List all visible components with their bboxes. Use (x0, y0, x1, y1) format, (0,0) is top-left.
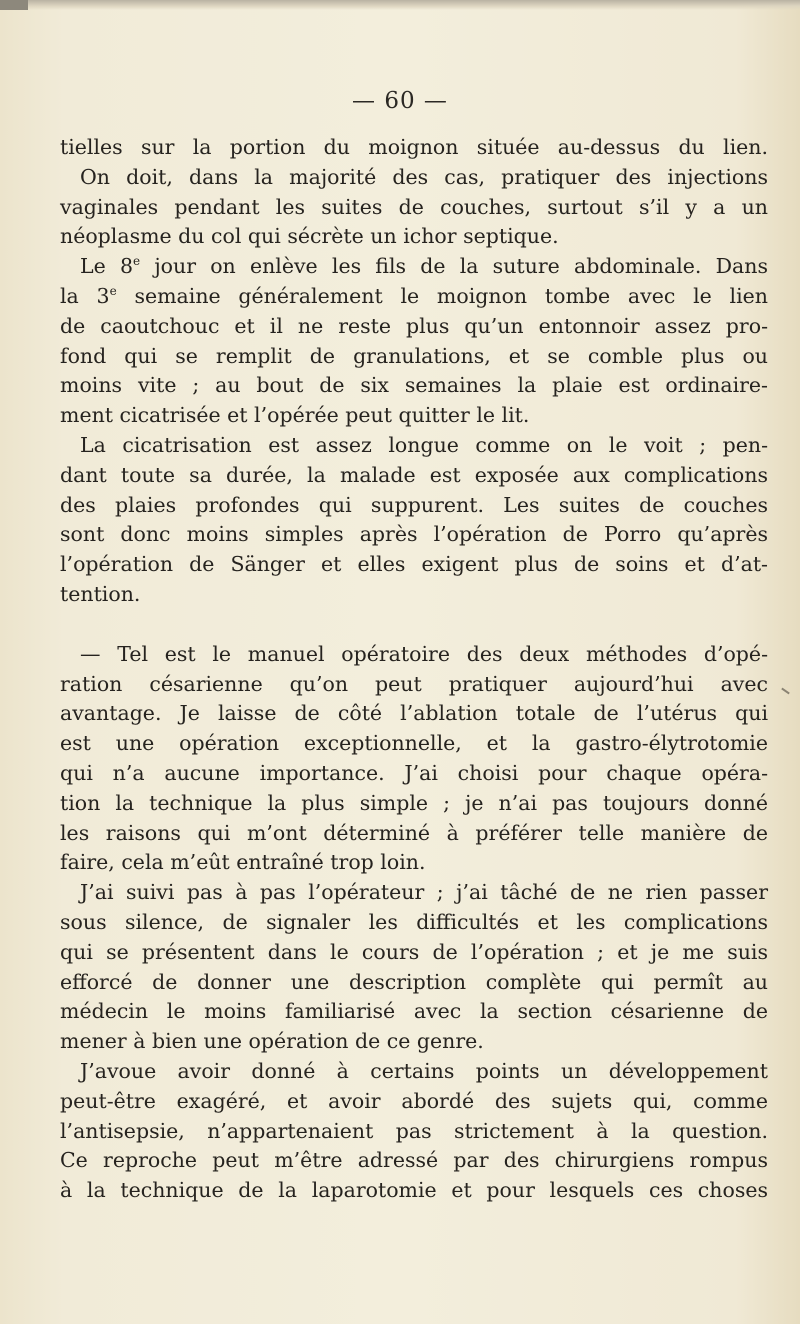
text-line: ration césarienne qu’on peut pratiquer aujourd’hui avec (60, 671, 768, 696)
text-line: peut-être exagéré, et avoir abordé des sujets qui, comme (60, 1088, 768, 1113)
paper-speck (781, 688, 790, 695)
text-fragment: Le 8 (80, 254, 133, 279)
text-line: J’ai suivi pas à pas l’opérateur ; j’ai tâché de ne rien passer (80, 880, 768, 905)
text-line: qui se présentent dans le cours de l’opération ; et je me suis (60, 939, 768, 964)
text-line: vaginales pendant les suites de couches, surtout s’il y a un (60, 194, 768, 219)
text-line: fond qui se remplit de granulations, et se comble plus ou (60, 343, 768, 368)
text-line: l’opération de Sänger et elles exigent plus de soins et d’at- (60, 552, 768, 577)
text-line: Ce reproche peut m’être adressé par des chirurgiens rompus (60, 1148, 768, 1173)
text-line: de caoutchouc et il ne reste plus qu’un entonnoir assez pro- (60, 313, 768, 338)
text-fragment: la 3 (60, 283, 110, 308)
text-line: les raisons qui m’ont déterminé à préférer telle manière de (60, 820, 768, 845)
text-line: ment cicatrisée et l’opérée peut quitter le lit. (60, 403, 530, 428)
superscript: e (133, 254, 141, 269)
text-line: tention. (60, 581, 141, 606)
superscript: e (109, 284, 117, 299)
text-line: sont donc moins simples après l’opération de Porro qu’après (60, 522, 768, 547)
text-line: néoplasme du col qui sécrète un ichor septique. (60, 224, 559, 249)
text-fragment: semaine généralement le moignon tombe avec le lien (134, 283, 768, 308)
text-line (60, 252, 768, 282)
text-line: est une opération exceptionnelle, et la gastro-élytrotomie (60, 731, 768, 756)
text-line: sous silence, de signaler les difficultés et les complications (60, 909, 768, 934)
text-line: efforcé de donner une description complète qui permît au (60, 969, 768, 994)
text-line: tielles sur la portion du moignon située au-dessus du lien. (60, 135, 768, 159)
text-line: La cicatrisation est assez longue comme on le voit ; pen- (80, 432, 768, 457)
text-line (60, 282, 768, 312)
text-line: qui n’a aucune importance. J’ai choisi pour chaque opéra- (60, 760, 768, 785)
page-number: — 60 — (352, 88, 448, 114)
text-line: l’antisepsie, n’appartenaient pas strictement à la question. (60, 1118, 768, 1143)
text-line: moins vite ; au bout de six semaines la plaie est ordinaire- (60, 373, 768, 398)
text-line: faire, cela m’eût entraîné trop loin. (60, 850, 426, 875)
text-line: mener à bien une opération de ce genre. (60, 1029, 484, 1054)
text-line: médecin le moins familiarisé avec la section césarienne de (60, 999, 768, 1024)
page-top-shadow (0, 0, 800, 10)
text-fragment: jour on enlève les fils de la suture abdominale. Dans (154, 254, 768, 279)
page-corner-shadow (0, 0, 28, 10)
text-line: — Tel est le manuel opératoire des deux méthodes d’opé- (80, 641, 768, 666)
body-text (60, 133, 768, 1206)
text-line: tion la technique la plus simple ; je n’ai pas toujours donné (60, 790, 768, 815)
text-line: des plaies profondes qui suppurent. Les suites de couches (60, 492, 768, 517)
paragraph-gap (60, 610, 768, 640)
text-line: à la technique de la laparotomie et pour lesquels ces choses (60, 1178, 768, 1203)
text-line: dant toute sa durée, la malade est exposée aux complications (60, 462, 768, 487)
text-line: J’avoue avoir donné à certains points un développement (80, 1058, 768, 1083)
text-line: On doit, dans la majorité des cas, pratiquer des injections (80, 164, 768, 189)
text-line: avantage. Je laisse de côté l’ablation totale de l’utérus qui (60, 701, 768, 726)
